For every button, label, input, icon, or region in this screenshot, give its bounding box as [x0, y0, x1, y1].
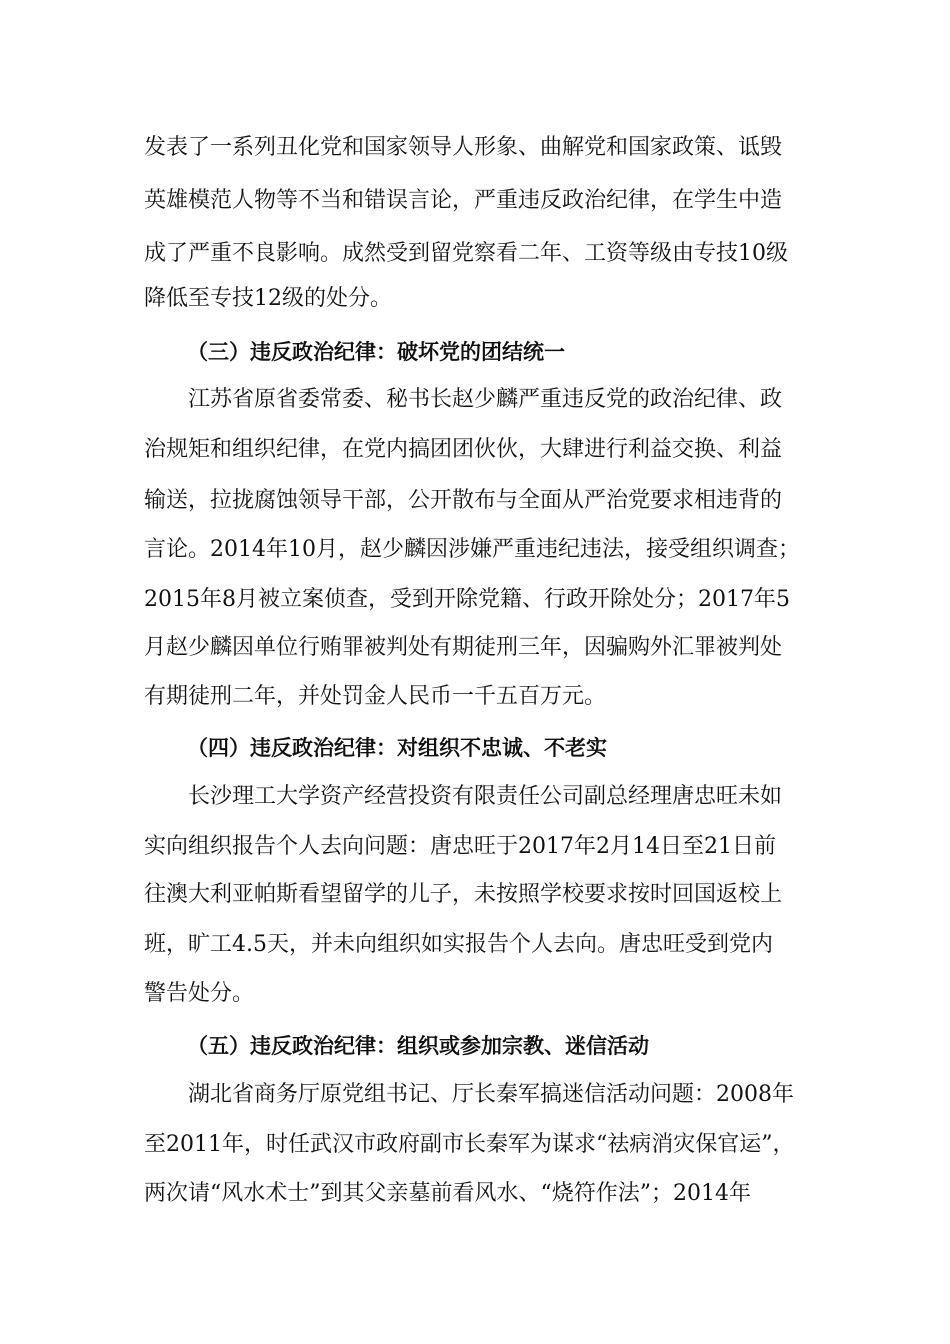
text-line: 实向组织报告个人去向问题：唐忠旺于2017年2月14日至21日前	[144, 834, 776, 859]
text-line: 发表了一系列丑化党和国家领导人形象、曲解党和国家政策、诋毁	[144, 135, 783, 160]
text-line: 月赵少麟因单位行贿罪被判处有期徒刑三年，因骗购外汇罪被判处	[144, 635, 783, 660]
text-line: 2015年8月被立案侦查，受到开除党籍、行政开除处分；2017年5	[144, 587, 790, 612]
section-heading-3: （三）违反政治纪律：破坏党的团结统一	[187, 340, 565, 364]
text-line: 至2011年，时任武汉市政府副市长秦军为谋求“祛病消灾保官运”，	[144, 1132, 795, 1157]
text-line: 英雄模范人物等不当和错误言论，严重违反政治纪律，在学生中造	[144, 188, 783, 213]
text-line: 班，旷工4.5天，并未向组织如实报告个人去向。唐忠旺受到党内	[144, 932, 773, 957]
text-line: 两次请“风水术士”到其父亲墓前看风水、“烧符作法”；2014年	[144, 1181, 751, 1206]
text-line: 有期徒刑二年，并处罚金人民币一千五百万元。	[144, 684, 607, 709]
text-line: 输送，拉拢腐蚀领导干部，公开散布与全面从严治党要求相违背的	[144, 488, 783, 513]
text-line: 言论。2014年10月，赵少麟因涉嫌严重违纪违法，接受组织调查；	[144, 537, 800, 562]
text-line: 警告处分。	[144, 981, 255, 1006]
text-line: 治规矩和组织纪律，在党内搞团团伙伙，大肆进行利益交换、利益	[144, 437, 783, 462]
paragraph-first-line: 长沙理工大学资产经营投资有限责任公司副总经理唐忠旺未如	[188, 784, 783, 809]
text-line: 降低至专技12级的处分。	[144, 286, 392, 311]
paragraph-first-line: 江苏省原省委常委、秘书长赵少麟严重违反党的政治纪律、政	[188, 387, 783, 412]
section-heading-5: （五）违反政治纪律：组织或参加宗教、迷信活动	[187, 1034, 649, 1058]
text-line: 往澳大利亚帕斯看望留学的儿子，未按照学校要求按时回国返校上	[144, 882, 783, 907]
section-heading-4: （四）违反政治纪律：对组织不忠诚、不老实	[187, 736, 607, 760]
paragraph-first-line: 湖北省商务厅原党组书记、厅长秦军搞迷信活动问题：2008年	[188, 1082, 794, 1107]
text-line: 成了严重不良影响。成然受到留党察看二年、工资等级由专技10级	[144, 241, 788, 266]
